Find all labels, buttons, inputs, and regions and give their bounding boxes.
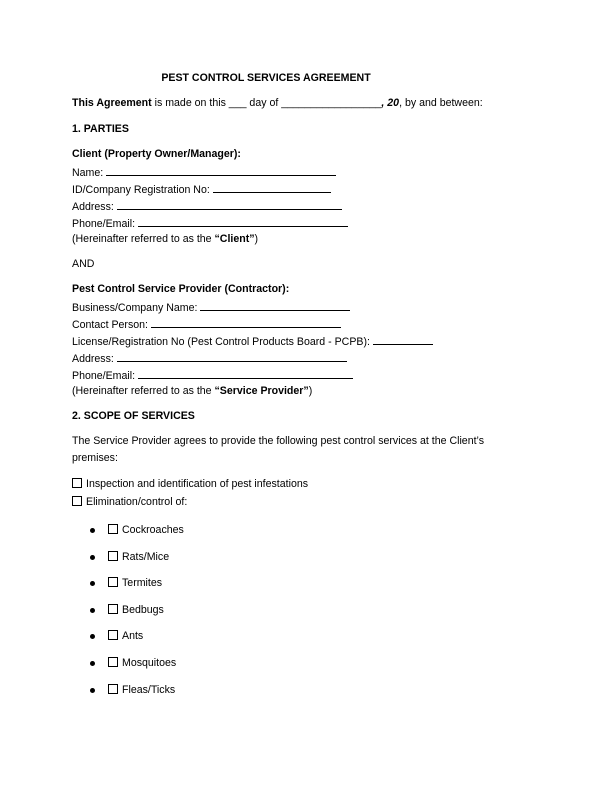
client-address-label: Address:: [72, 201, 114, 213]
provider-phone-blank[interactable]: [138, 368, 353, 379]
intro-line: [72, 97, 483, 110]
client-ref-suffix: ): [254, 233, 259, 245]
client-heading: Client (Property Owner/Manager):: [72, 148, 241, 160]
client-address-row: [72, 199, 342, 214]
pest-label: Termites: [122, 577, 163, 589]
bullet-icon: [90, 608, 95, 613]
client-ref-prefix: (Hereinafter referred to as the: [72, 233, 215, 245]
provider-address-label: Address:: [72, 353, 114, 365]
provider-ref-suffix: ): [308, 385, 313, 397]
provider-business-label: Business/Company Name:: [72, 302, 198, 314]
checkbox-icon[interactable]: [108, 524, 118, 534]
checkbox-icon[interactable]: [108, 551, 118, 561]
pest-label: Fleas/Ticks: [122, 684, 176, 696]
option-label: Inspection and identification of pest infestations: [86, 478, 309, 490]
checkbox-icon[interactable]: [108, 657, 118, 667]
option-elimination: [72, 496, 187, 509]
provider-ref-prefix: (Hereinafter referred to as the: [72, 385, 215, 397]
pest-item-rats-mice: [108, 551, 169, 564]
pest-item-fleas-ticks: [108, 684, 175, 697]
client-id-label: ID/Company Registration No:: [72, 184, 210, 196]
option-label: Elimination/control of:: [86, 496, 188, 508]
bullet-icon: [90, 555, 95, 560]
provider-reference: [72, 385, 312, 398]
option-inspection: [72, 478, 308, 491]
provider-address-row: [72, 351, 347, 366]
provider-license-label: License/Registration No (Pest Control Products Board - PCPB):: [72, 336, 370, 348]
provider-phone-label: Phone/Email:: [72, 370, 136, 382]
scope-paragraph-line-1: The Service Provider agrees to provide the following pest control services at the Client’s: [72, 435, 484, 447]
provider-address-blank[interactable]: [117, 351, 347, 362]
provider-ref-term: “Service Provider”: [214, 385, 309, 397]
checkbox-icon[interactable]: [72, 496, 82, 506]
pest-item-ants: [108, 630, 143, 643]
parties-heading: 1. PARTIES: [72, 123, 129, 135]
document-title: PEST CONTROL SERVICES AGREEMENT: [161, 72, 371, 84]
pest-label: Cockroaches: [122, 524, 184, 536]
provider-business-blank[interactable]: [200, 300, 350, 311]
bullet-icon: [90, 634, 95, 639]
provider-heading: Pest Control Service Provider (Contractor):: [72, 283, 290, 295]
pest-item-termites: [108, 577, 162, 590]
provider-contact-label: Contact Person:: [72, 319, 148, 331]
provider-license-blank[interactable]: [373, 334, 433, 345]
checkbox-icon[interactable]: [108, 684, 118, 694]
intro-text-1: is made on this ___ day of _________________: [151, 97, 382, 109]
client-ref-term: “Client”: [214, 233, 255, 245]
provider-phone-row: [72, 368, 353, 383]
pest-label: Bedbugs: [122, 604, 164, 616]
pest-item-cockroaches: [108, 524, 184, 537]
intro-lead: This Agreement: [72, 97, 152, 109]
client-phone-blank[interactable]: [138, 216, 348, 227]
client-address-blank[interactable]: [117, 199, 342, 210]
pest-label: Mosquitoes: [122, 657, 177, 669]
checkbox-icon[interactable]: [72, 478, 82, 488]
checkbox-icon[interactable]: [108, 577, 118, 587]
client-name-blank[interactable]: [106, 165, 336, 176]
scope-heading: 2. SCOPE OF SERVICES: [72, 410, 195, 422]
provider-business-row: [72, 300, 350, 315]
pest-label: Ants: [122, 630, 144, 642]
client-reference: [72, 233, 258, 246]
pest-item-bedbugs: [108, 604, 164, 617]
bullet-icon: [90, 528, 95, 533]
client-phone-row: [72, 216, 348, 231]
checkbox-icon[interactable]: [108, 604, 118, 614]
bullet-icon: [90, 661, 95, 666]
pest-label: Rats/Mice: [122, 551, 170, 563]
bullet-icon: [90, 688, 95, 693]
checkbox-icon[interactable]: [108, 630, 118, 640]
and-separator: AND: [72, 258, 95, 270]
bullet-icon: [90, 581, 95, 586]
intro-year: , 20: [381, 97, 400, 109]
intro-text-2: , by and between:: [399, 97, 483, 109]
client-phone-label: Phone/Email:: [72, 218, 136, 230]
provider-license-row: [72, 334, 433, 349]
scope-paragraph-line-2: premises:: [72, 452, 118, 464]
provider-contact-row: [72, 317, 341, 332]
pest-item-mosquitoes: [108, 657, 176, 670]
client-name-label: Name:: [72, 167, 104, 179]
client-id-row: [72, 182, 331, 197]
client-name-row: [72, 165, 336, 180]
client-id-blank[interactable]: [213, 182, 331, 193]
provider-contact-blank[interactable]: [151, 317, 341, 328]
